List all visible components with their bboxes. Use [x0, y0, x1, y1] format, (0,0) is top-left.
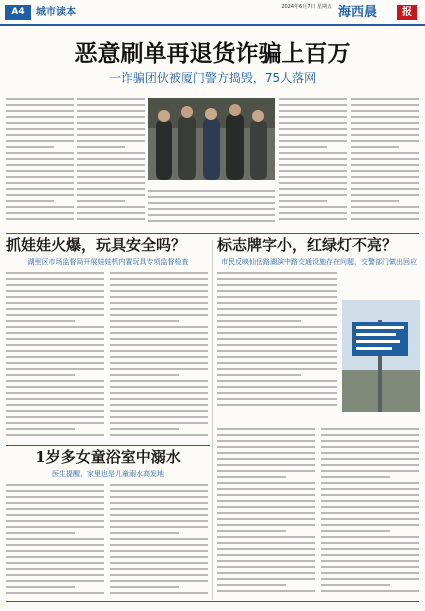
text-line-placeholder: [217, 524, 315, 526]
text-line-placeholder: [6, 218, 74, 220]
text-line-placeholder: [110, 302, 208, 304]
text-line-placeholder: [279, 164, 347, 166]
text-line-placeholder: [77, 98, 145, 100]
text-line-placeholder: [279, 200, 327, 202]
logo-badge: 报: [397, 5, 417, 20]
text-line-placeholder: [6, 182, 74, 184]
masthead-rule: [0, 24, 425, 26]
text-line-placeholder: [217, 488, 315, 490]
text-line-placeholder: [110, 580, 208, 582]
text-line-placeholder: [321, 446, 419, 448]
text-line-placeholder: [77, 176, 145, 178]
text-line-placeholder: [279, 134, 347, 136]
article-2-subheadline: 湖里区市场监督局开展娃娃机内置玩具专项监督检查: [27, 258, 189, 266]
text-line-placeholder: [110, 368, 208, 370]
text-line-placeholder: [217, 362, 337, 364]
text-line-placeholder: [6, 206, 74, 208]
text-line-placeholder: [279, 182, 347, 184]
lead-body-col-3: [148, 190, 275, 228]
text-line-placeholder: [77, 170, 145, 172]
text-line-placeholder: [217, 392, 337, 394]
text-line-placeholder: [321, 548, 419, 550]
text-line-placeholder: [351, 170, 419, 172]
text-line-placeholder: [217, 398, 337, 400]
section-name: 城市读本: [36, 7, 76, 18]
text-line-placeholder: [110, 320, 179, 322]
text-line-placeholder: [6, 398, 104, 400]
article-4-body-col-2: [110, 484, 208, 598]
text-line-placeholder: [321, 530, 390, 532]
text-line-placeholder: [6, 410, 104, 412]
text-line-placeholder: [6, 586, 75, 588]
text-line-placeholder: [110, 538, 208, 540]
text-line-placeholder: [321, 488, 419, 490]
text-line-placeholder: [77, 116, 145, 118]
text-line-placeholder: [321, 494, 419, 496]
text-line-placeholder: [6, 592, 104, 594]
text-line-placeholder: [6, 374, 75, 376]
text-line-placeholder: [6, 140, 74, 142]
text-line-placeholder: [351, 218, 419, 220]
text-line-placeholder: [6, 422, 104, 424]
text-line-placeholder: [77, 218, 145, 220]
text-line-placeholder: [77, 212, 145, 214]
text-line-placeholder: [6, 164, 74, 166]
text-line-placeholder: [110, 592, 208, 594]
text-line-placeholder: [351, 110, 419, 112]
text-line-placeholder: [6, 134, 74, 136]
text-line-placeholder: [6, 326, 104, 328]
text-line-placeholder: [279, 128, 347, 130]
text-line-placeholder: [6, 484, 104, 486]
article-4-body-col-1: [6, 484, 104, 598]
text-line-placeholder: [217, 464, 315, 466]
masthead: [0, 0, 425, 26]
text-line-placeholder: [77, 152, 145, 154]
text-line-placeholder: [110, 344, 208, 346]
text-line-placeholder: [351, 98, 419, 100]
text-line-placeholder: [77, 200, 125, 202]
text-line-placeholder: [351, 104, 419, 106]
section-divider-2: [6, 445, 210, 446]
text-line-placeholder: [217, 284, 337, 286]
text-line-placeholder: [77, 182, 145, 184]
text-line-placeholder: [148, 196, 275, 198]
text-line-placeholder: [279, 158, 347, 160]
text-line-placeholder: [6, 404, 104, 406]
article-4-headline: 1岁多女童浴室中溺水: [35, 448, 181, 466]
text-line-placeholder: [217, 308, 337, 310]
text-line-placeholder: [217, 320, 301, 322]
text-line-placeholder: [110, 514, 208, 516]
text-line-placeholder: [217, 518, 315, 520]
text-line-placeholder: [217, 314, 337, 316]
text-line-placeholder: [110, 296, 208, 298]
text-line-placeholder: [217, 452, 315, 454]
text-line-placeholder: [110, 526, 208, 528]
text-line-placeholder: [6, 362, 104, 364]
text-line-placeholder: [217, 386, 337, 388]
text-line-placeholder: [217, 494, 315, 496]
text-line-placeholder: [6, 386, 104, 388]
text-line-placeholder: [6, 380, 104, 382]
issue-date: 2024年6月7日 星期五: [281, 4, 332, 10]
text-line-placeholder: [77, 134, 145, 136]
text-line-placeholder: [321, 452, 419, 454]
text-line-placeholder: [110, 386, 208, 388]
text-line-placeholder: [148, 190, 275, 192]
text-line-placeholder: [217, 500, 315, 502]
text-line-placeholder: [217, 404, 337, 406]
text-line-placeholder: [351, 128, 419, 130]
text-line-placeholder: [6, 200, 54, 202]
column-divider: [212, 240, 213, 600]
article-3-headline: 标志牌字小，红绿灯不亮？: [217, 236, 398, 254]
text-line-placeholder: [351, 194, 419, 196]
text-line-placeholder: [217, 554, 315, 556]
traffic-sign-photo: [342, 300, 420, 412]
text-line-placeholder: [217, 584, 286, 586]
logo-text: 海西晨: [338, 5, 378, 20]
text-line-placeholder: [77, 140, 145, 142]
text-line-placeholder: [351, 152, 419, 154]
text-line-placeholder: [321, 434, 419, 436]
text-line-placeholder: [351, 146, 399, 148]
text-line-placeholder: [351, 140, 419, 142]
text-line-placeholder: [217, 512, 315, 514]
text-line-placeholder: [110, 284, 208, 286]
text-line-placeholder: [6, 520, 104, 522]
text-line-placeholder: [351, 188, 419, 190]
text-line-placeholder: [351, 200, 399, 202]
text-line-placeholder: [110, 392, 208, 394]
text-line-placeholder: [6, 562, 104, 564]
text-line-placeholder: [110, 338, 208, 340]
text-line-placeholder: [110, 362, 208, 364]
text-line-placeholder: [6, 284, 104, 286]
text-line-placeholder: [110, 544, 208, 546]
text-line-placeholder: [217, 338, 337, 340]
text-line-placeholder: [110, 556, 208, 558]
text-line-placeholder: [351, 176, 419, 178]
article-4-subheadline: 医生提醒，家里也是儿童溺水高发地: [52, 470, 164, 478]
text-line-placeholder: [6, 314, 104, 316]
text-line-placeholder: [279, 104, 347, 106]
text-line-placeholder: [217, 590, 315, 592]
text-line-placeholder: [217, 572, 315, 574]
text-line-placeholder: [217, 278, 337, 280]
text-line-placeholder: [6, 146, 54, 148]
text-line-placeholder: [110, 272, 208, 274]
text-line-placeholder: [351, 158, 419, 160]
text-line-placeholder: [351, 134, 419, 136]
text-line-placeholder: [148, 202, 275, 204]
page-number-tag: A4: [5, 5, 31, 20]
text-line-placeholder: [6, 302, 104, 304]
text-line-placeholder: [321, 506, 419, 508]
text-line-placeholder: [77, 122, 145, 124]
text-line-placeholder: [351, 182, 419, 184]
text-line-placeholder: [6, 392, 104, 394]
text-line-placeholder: [6, 538, 104, 540]
text-line-placeholder: [217, 506, 315, 508]
text-line-placeholder: [110, 326, 208, 328]
text-line-placeholder: [110, 428, 179, 430]
text-line-placeholder: [6, 544, 104, 546]
text-line-placeholder: [6, 308, 104, 310]
text-line-placeholder: [110, 550, 208, 552]
text-line-placeholder: [321, 464, 419, 466]
text-line-placeholder: [148, 220, 275, 222]
text-line-placeholder: [110, 332, 208, 334]
text-line-placeholder: [217, 548, 315, 550]
text-line-placeholder: [279, 140, 347, 142]
text-line-placeholder: [321, 536, 419, 538]
text-line-placeholder: [321, 524, 419, 526]
text-line-placeholder: [6, 508, 104, 510]
text-line-placeholder: [110, 356, 208, 358]
text-line-placeholder: [217, 434, 315, 436]
text-line-placeholder: [217, 428, 315, 430]
text-line-placeholder: [6, 158, 74, 160]
text-line-placeholder: [217, 350, 337, 352]
text-line-placeholder: [217, 302, 337, 304]
text-line-placeholder: [6, 290, 104, 292]
text-line-placeholder: [217, 536, 315, 538]
text-line-placeholder: [321, 428, 419, 430]
text-line-placeholder: [6, 496, 104, 498]
text-line-placeholder: [6, 332, 104, 334]
text-line-placeholder: [110, 416, 208, 418]
article-3-body-col-1: [217, 272, 337, 412]
text-line-placeholder: [110, 308, 208, 310]
text-line-placeholder: [279, 188, 347, 190]
text-line-placeholder: [6, 550, 104, 552]
text-line-placeholder: [217, 566, 315, 568]
text-line-placeholder: [279, 218, 347, 220]
lead-body-col-2: [77, 98, 145, 228]
text-line-placeholder: [321, 476, 390, 478]
text-line-placeholder: [279, 152, 347, 154]
text-line-placeholder: [110, 562, 208, 564]
article-3-body-col-2: [217, 428, 315, 598]
text-line-placeholder: [6, 350, 104, 352]
newspaper-logo: [338, 3, 420, 22]
text-line-placeholder: [321, 590, 419, 592]
text-line-placeholder: [110, 380, 208, 382]
text-line-placeholder: [351, 164, 419, 166]
text-line-placeholder: [110, 484, 208, 486]
text-line-placeholder: [6, 128, 74, 130]
text-line-placeholder: [110, 398, 208, 400]
text-line-placeholder: [217, 332, 337, 334]
article-3-subheadline: 市民反映仙岳路湖滨中路交通设施存在问题，交警部门做出回应: [221, 258, 417, 266]
lead-body-col-5: [351, 98, 419, 228]
article-3-body-col-3: [321, 428, 419, 598]
text-line-placeholder: [77, 188, 145, 190]
text-line-placeholder: [321, 470, 419, 472]
text-line-placeholder: [6, 104, 74, 106]
text-line-placeholder: [279, 176, 347, 178]
text-line-placeholder: [217, 374, 301, 376]
text-line-placeholder: [6, 98, 74, 100]
text-line-placeholder: [6, 278, 104, 280]
text-line-placeholder: [6, 152, 74, 154]
text-line-placeholder: [217, 356, 337, 358]
text-line-placeholder: [6, 532, 75, 534]
text-line-placeholder: [110, 496, 208, 498]
text-line-placeholder: [6, 574, 104, 576]
text-line-placeholder: [321, 518, 419, 520]
text-line-placeholder: [110, 350, 208, 352]
text-line-placeholder: [110, 568, 208, 570]
text-line-placeholder: [217, 482, 315, 484]
text-line-placeholder: [6, 434, 104, 436]
text-line-placeholder: [110, 574, 208, 576]
text-line-placeholder: [217, 560, 315, 562]
page-footer: [6, 601, 419, 609]
text-line-placeholder: [77, 110, 145, 112]
text-line-placeholder: [6, 568, 104, 570]
text-line-placeholder: [77, 164, 145, 166]
text-line-placeholder: [321, 554, 419, 556]
text-line-placeholder: [6, 176, 74, 178]
text-line-placeholder: [6, 212, 74, 214]
text-line-placeholder: [321, 458, 419, 460]
text-line-placeholder: [6, 116, 74, 118]
section-divider: [6, 233, 419, 234]
text-line-placeholder: [6, 356, 104, 358]
article-2-body-col-1: [6, 272, 104, 440]
text-line-placeholder: [321, 584, 390, 586]
text-line-placeholder: [110, 490, 208, 492]
text-line-placeholder: [321, 542, 419, 544]
text-line-placeholder: [110, 532, 179, 534]
text-line-placeholder: [110, 422, 208, 424]
date-line: [232, 4, 332, 11]
lead-body-col-4: [279, 98, 347, 228]
text-line-placeholder: [217, 326, 337, 328]
text-line-placeholder: [6, 428, 75, 430]
text-line-placeholder: [110, 508, 208, 510]
lead-subheadline: 一诈骗团伙被厦门警方捣毁，75人落网: [108, 71, 317, 85]
text-line-placeholder: [321, 578, 419, 580]
text-line-placeholder: [321, 482, 419, 484]
article-2-body-col-2: [110, 272, 208, 440]
text-line-placeholder: [6, 338, 104, 340]
text-line-placeholder: [217, 380, 337, 382]
text-line-placeholder: [321, 440, 419, 442]
text-line-placeholder: [351, 122, 419, 124]
text-line-placeholder: [77, 206, 145, 208]
text-line-placeholder: [110, 404, 208, 406]
text-line-placeholder: [110, 314, 208, 316]
text-line-placeholder: [77, 146, 125, 148]
text-line-placeholder: [321, 566, 419, 568]
text-line-placeholder: [6, 526, 104, 528]
text-line-placeholder: [217, 290, 337, 292]
text-line-placeholder: [279, 212, 347, 214]
text-line-placeholder: [6, 170, 74, 172]
text-line-placeholder: [6, 416, 104, 418]
text-line-placeholder: [279, 170, 347, 172]
text-line-placeholder: [6, 110, 74, 112]
text-line-placeholder: [77, 128, 145, 130]
text-line-placeholder: [321, 512, 419, 514]
text-line-placeholder: [217, 272, 337, 274]
text-line-placeholder: [148, 214, 275, 216]
text-line-placeholder: [321, 572, 419, 574]
text-line-placeholder: [351, 116, 419, 118]
text-line-placeholder: [6, 490, 104, 492]
text-line-placeholder: [77, 194, 145, 196]
text-line-placeholder: [351, 206, 419, 208]
text-line-placeholder: [351, 212, 419, 214]
text-line-placeholder: [6, 556, 104, 558]
text-line-placeholder: [217, 446, 315, 448]
text-line-placeholder: [217, 470, 315, 472]
text-line-placeholder: [217, 458, 315, 460]
text-line-placeholder: [6, 344, 104, 346]
text-line-placeholder: [217, 530, 286, 532]
text-line-placeholder: [110, 434, 208, 436]
text-line-placeholder: [217, 344, 337, 346]
lead-body-col-1: [6, 98, 74, 228]
text-line-placeholder: [77, 104, 145, 106]
text-line-placeholder: [110, 586, 179, 588]
text-line-placeholder: [6, 320, 75, 322]
arrest-photo: [148, 98, 275, 180]
text-line-placeholder: [77, 158, 145, 160]
text-line-placeholder: [148, 208, 275, 210]
lead-headline: 恶意刷单再退货诈骗上百万: [74, 40, 351, 67]
text-line-placeholder: [321, 560, 419, 562]
text-line-placeholder: [110, 520, 208, 522]
text-line-placeholder: [279, 146, 327, 148]
text-line-placeholder: [6, 272, 104, 274]
text-line-placeholder: [6, 194, 74, 196]
text-line-placeholder: [110, 290, 208, 292]
text-line-placeholder: [279, 98, 347, 100]
text-line-placeholder: [110, 410, 208, 412]
text-line-placeholder: [321, 500, 419, 502]
text-line-placeholder: [217, 440, 315, 442]
text-line-placeholder: [217, 578, 315, 580]
text-line-placeholder: [217, 368, 337, 370]
text-line-placeholder: [279, 116, 347, 118]
text-line-placeholder: [217, 476, 286, 478]
article-2-headline: 抓娃娃火爆，玩具安全吗？: [6, 236, 187, 254]
text-line-placeholder: [6, 514, 104, 516]
text-line-placeholder: [110, 278, 208, 280]
text-line-placeholder: [6, 122, 74, 124]
text-line-placeholder: [110, 374, 179, 376]
text-line-placeholder: [6, 580, 104, 582]
text-line-placeholder: [279, 194, 347, 196]
text-line-placeholder: [6, 502, 104, 504]
text-line-placeholder: [279, 206, 347, 208]
text-line-placeholder: [279, 110, 347, 112]
text-line-placeholder: [279, 122, 347, 124]
text-line-placeholder: [110, 502, 208, 504]
text-line-placeholder: [6, 368, 104, 370]
text-line-placeholder: [6, 296, 104, 298]
text-line-placeholder: [217, 296, 337, 298]
text-line-placeholder: [217, 542, 315, 544]
text-line-placeholder: [6, 188, 74, 190]
